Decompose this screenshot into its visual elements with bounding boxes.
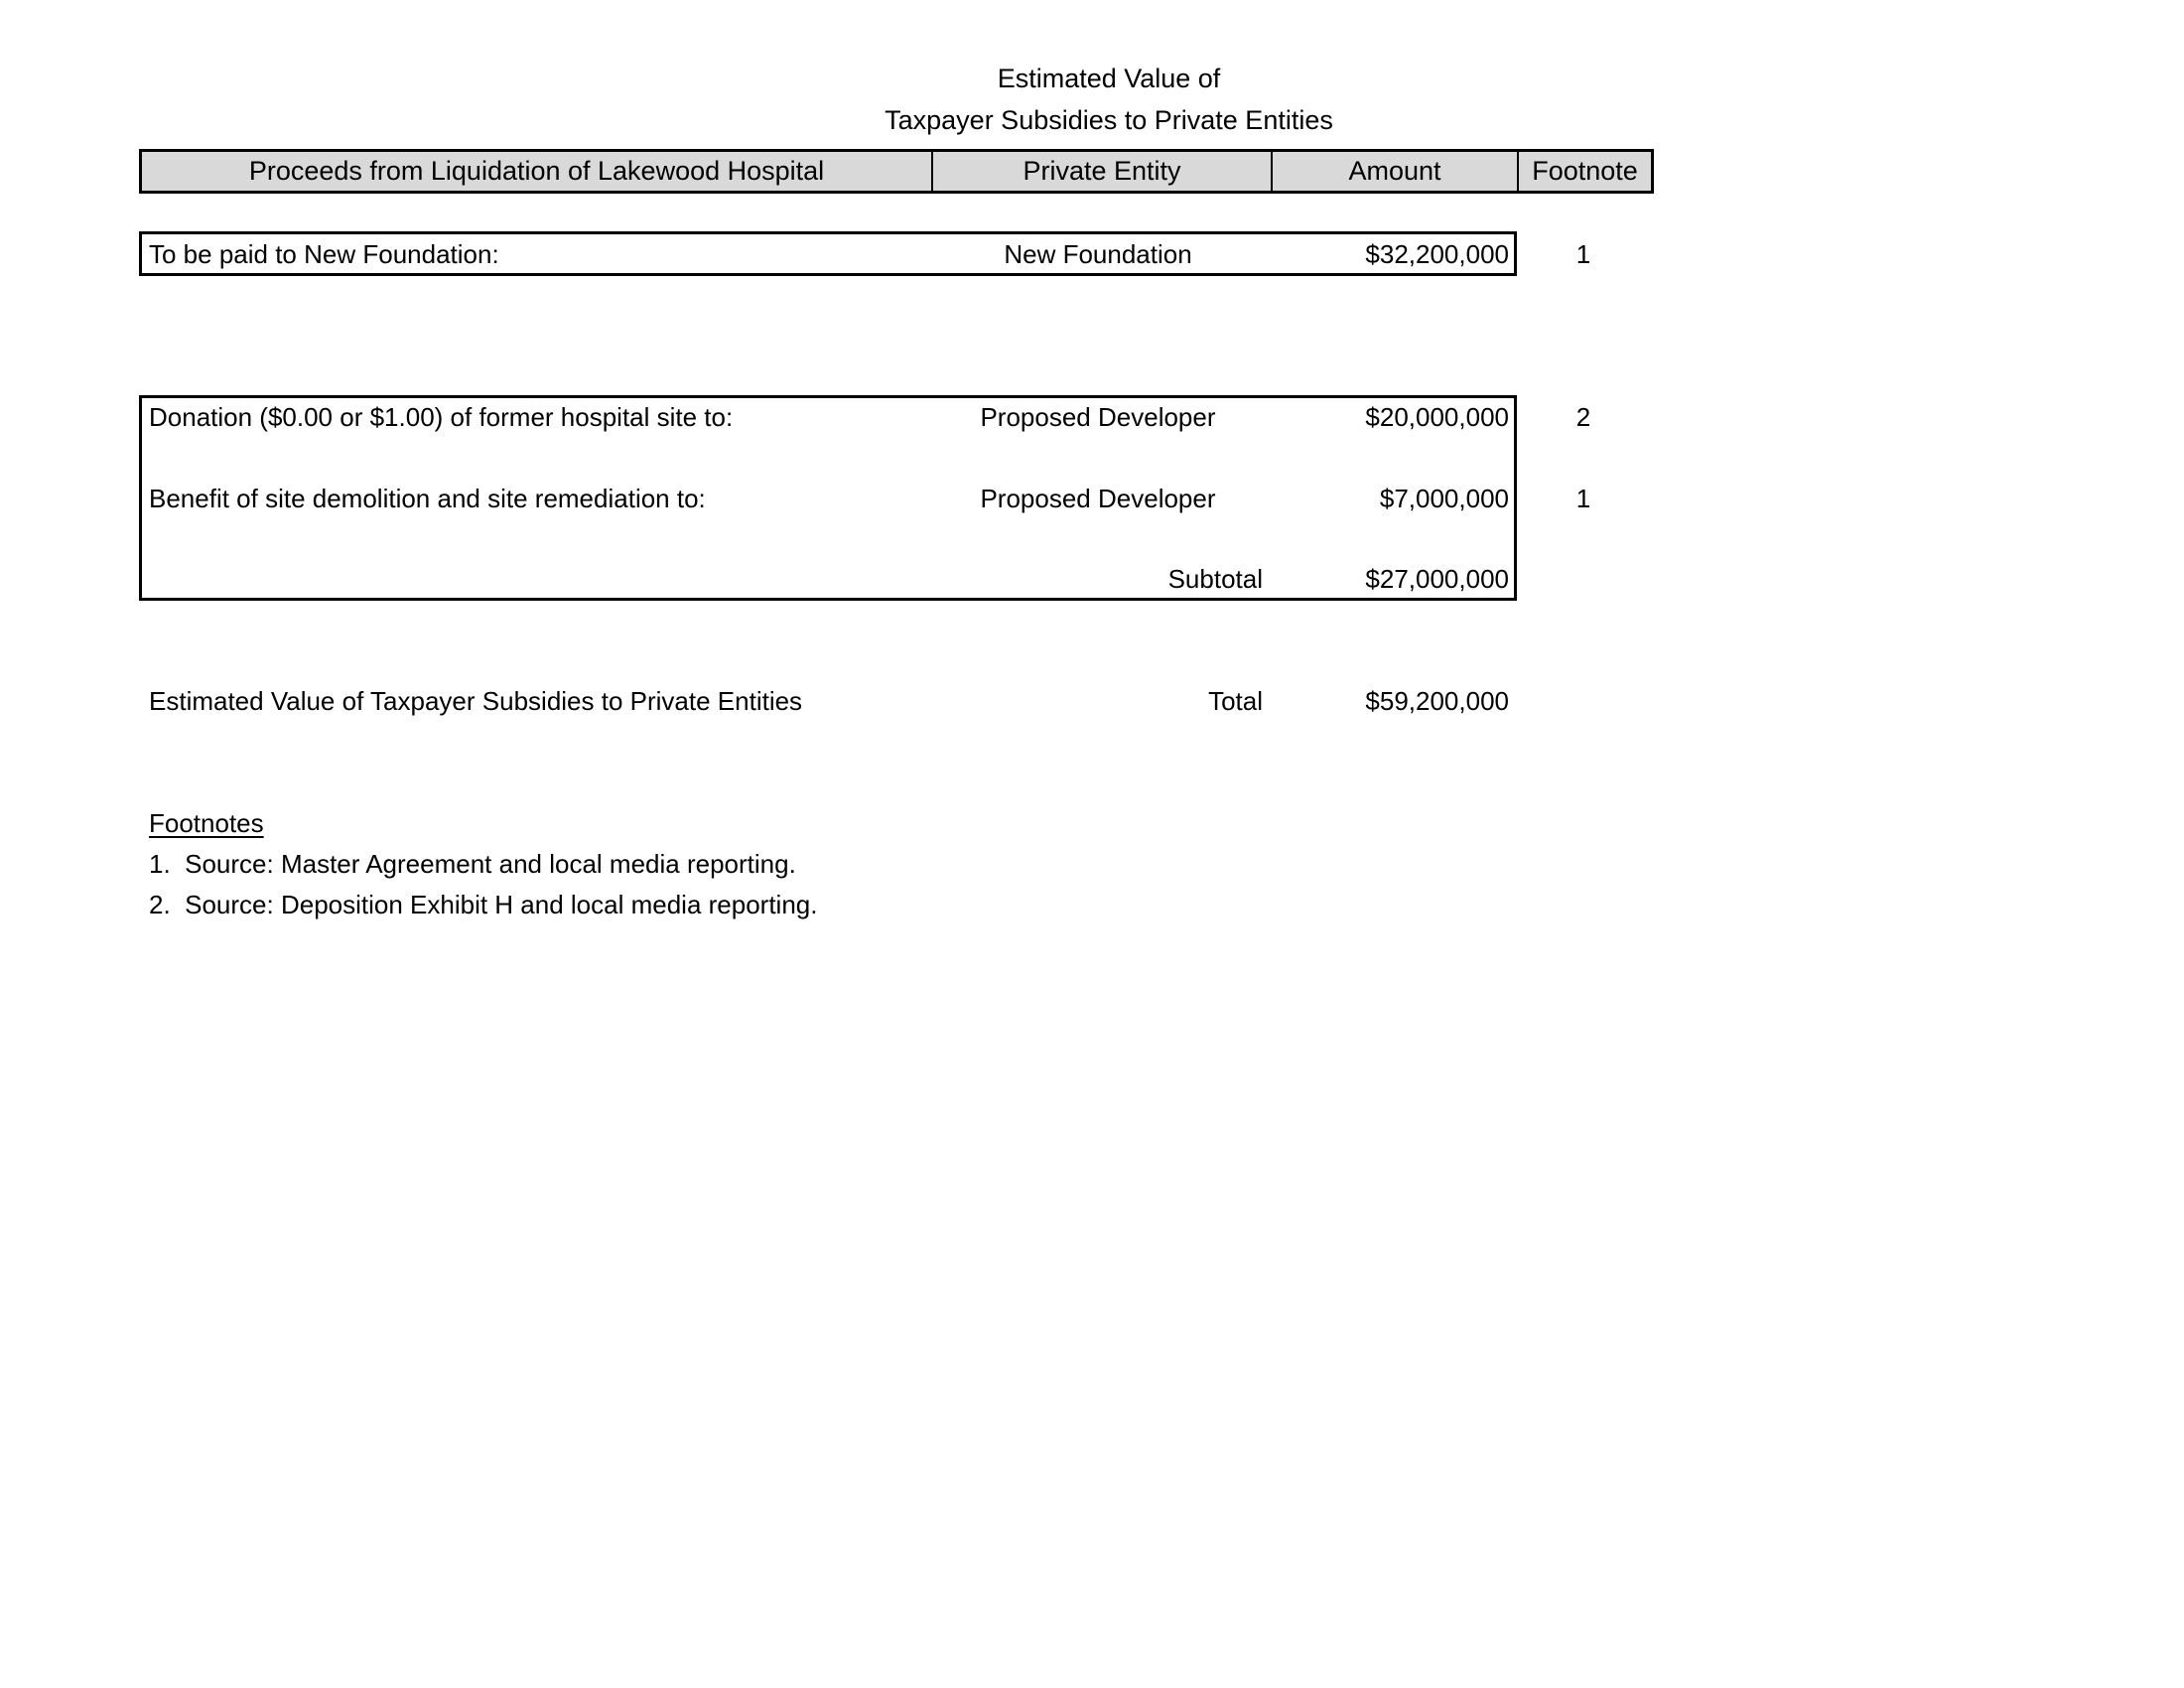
report-title-line1: Estimated Value of: [997, 64, 1221, 93]
row-entity: Proposed Developer: [980, 402, 1216, 432]
row-footnote: 2: [1575, 402, 1591, 432]
footnotes-heading: Footnotes: [149, 808, 264, 838]
row-description: Benefit of site demolition and site remediation to:: [149, 484, 706, 513]
total-label: Total: [1208, 686, 1263, 716]
row-amount: $7,000,000: [1379, 484, 1509, 513]
header-amount: Amount: [1271, 152, 1517, 191]
subtotal-label: Subtotal: [1167, 564, 1263, 594]
table-header: [139, 149, 1654, 194]
row-footnote: 1: [1575, 484, 1591, 513]
row-footnote: 1: [1575, 239, 1591, 269]
row-amount: $32,200,000: [1365, 239, 1509, 269]
header-footnote: Footnote: [1517, 152, 1651, 191]
subtotal-amount: $27,000,000: [1365, 564, 1509, 594]
total-description: Estimated Value of Taxpayer Subsidies to Private Entities: [149, 686, 803, 716]
header-proceeds: Proceeds from Liquidation of Lakewood Hospital: [248, 156, 825, 186]
total-amount: $59,200,000: [1365, 686, 1509, 716]
report-title-line2: Taxpayer Subsidies to Private Entities: [885, 105, 1333, 135]
row-description: To be paid to New Foundation:: [149, 239, 499, 269]
header-private-entity: Private Entity: [931, 152, 1271, 191]
row-amount: $20,000,000: [1365, 402, 1509, 432]
footnote-item-2: 2. Source: Deposition Exhibit H and local media reporting.: [149, 890, 818, 919]
footnote-item-1: 1. Source: Master Agreement and local media reporting.: [149, 849, 796, 879]
row-entity: New Foundation: [1004, 239, 1192, 269]
row-description: Donation ($0.00 or $1.00) of former hospital site to:: [149, 402, 734, 432]
row-entity: Proposed Developer: [980, 484, 1216, 513]
